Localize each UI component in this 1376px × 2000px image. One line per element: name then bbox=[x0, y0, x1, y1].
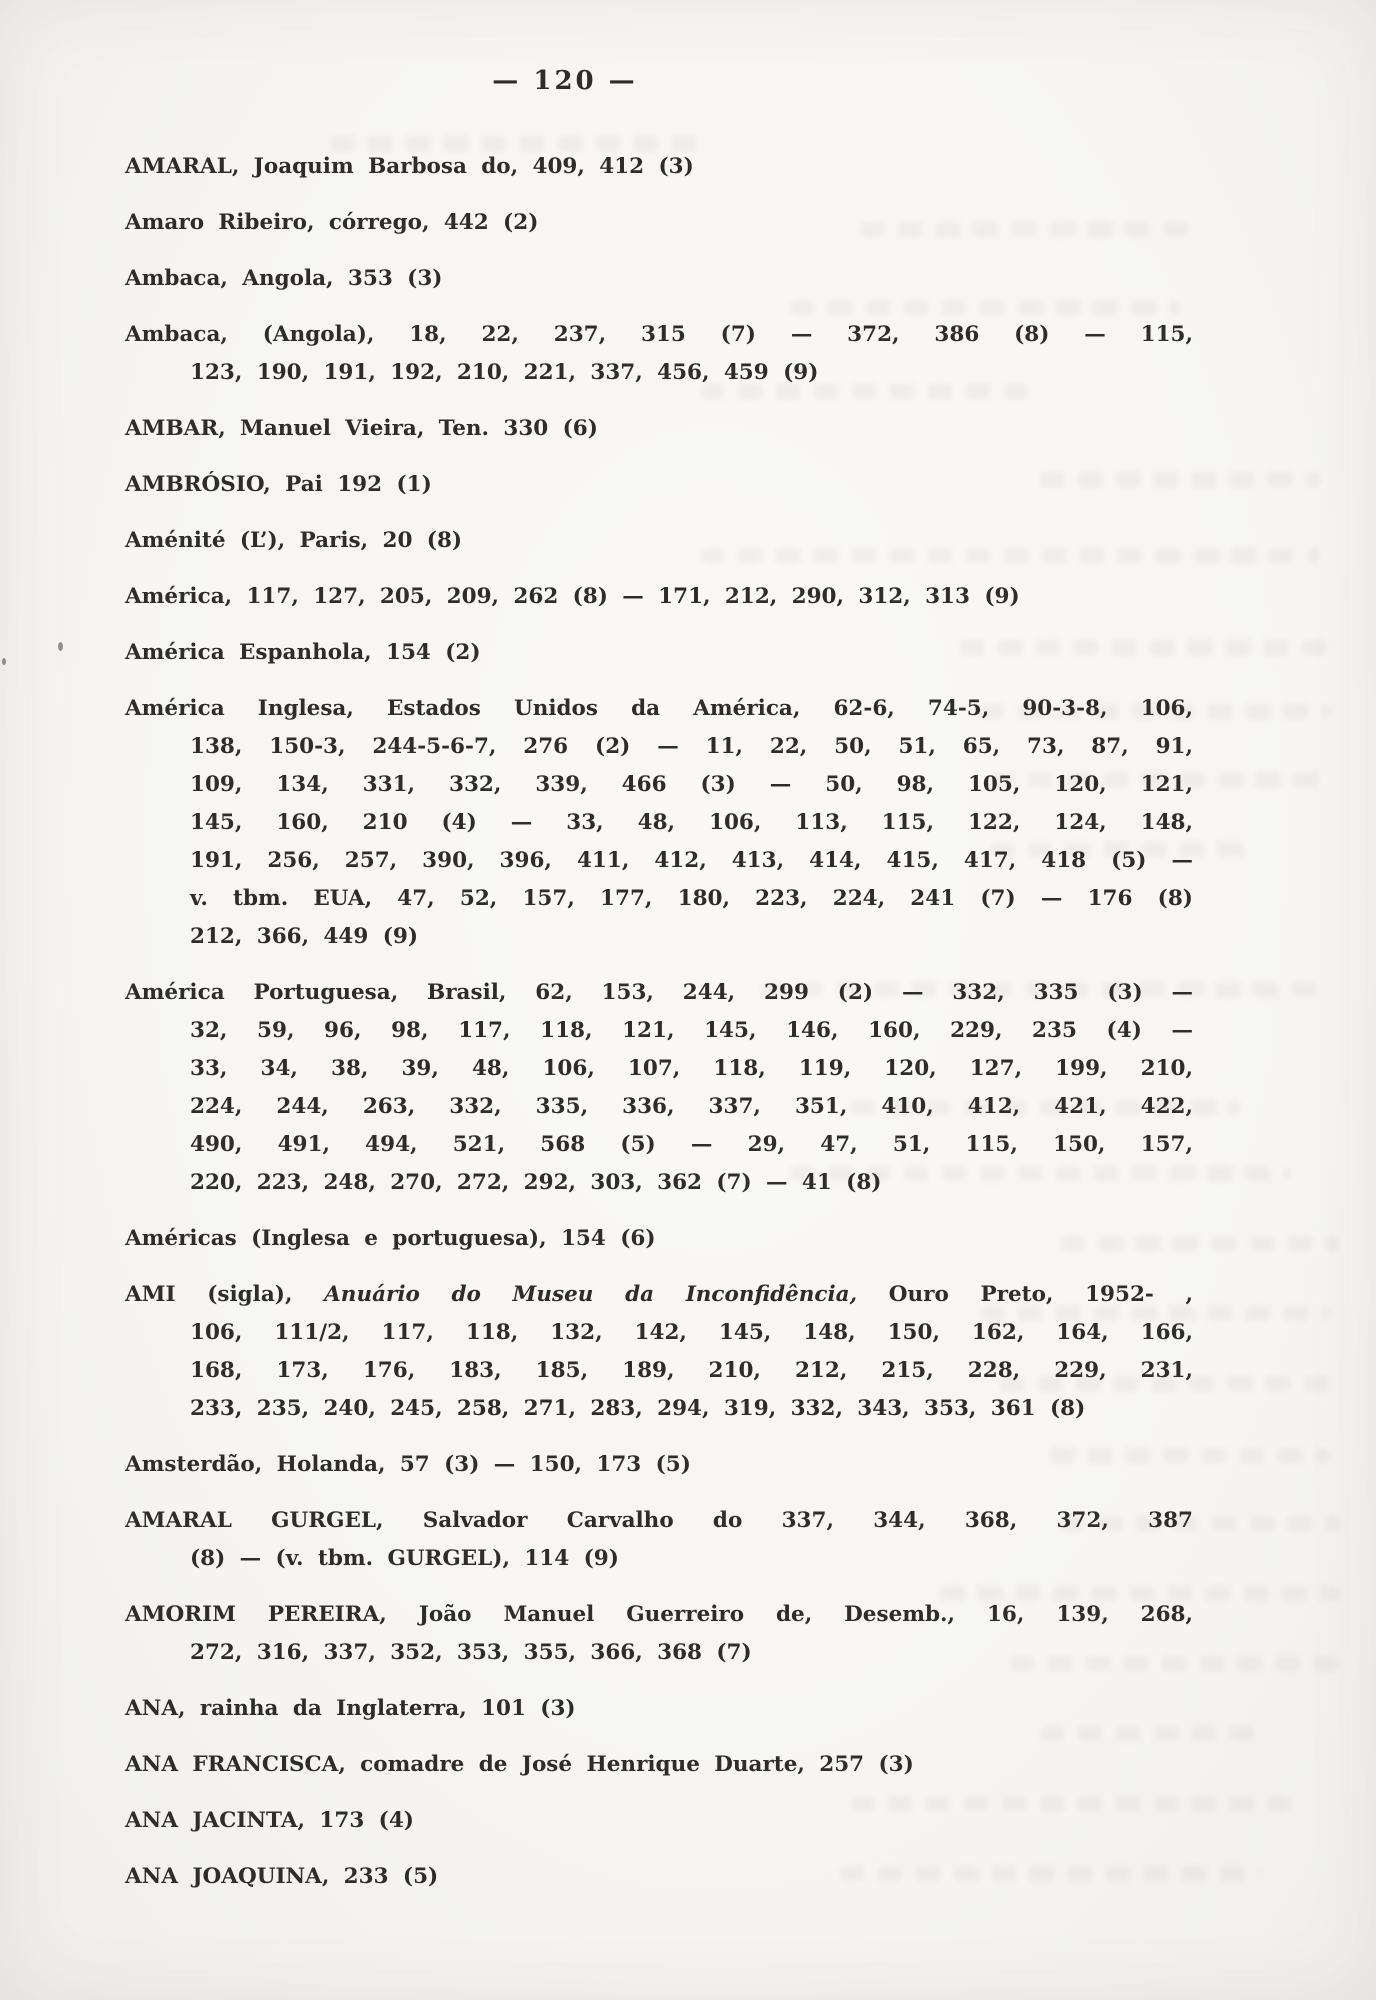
index-entry bbox=[125, 1746, 1193, 1784]
entry-text: ANA, rainha da Inglaterra, 101 (3) bbox=[125, 1696, 576, 1721]
ink-speck bbox=[58, 642, 63, 651]
index-entry bbox=[125, 204, 1193, 242]
entry-first-line bbox=[125, 1690, 1193, 1728]
entry-continuation-line bbox=[125, 842, 1193, 880]
entry-continuation-line bbox=[125, 880, 1193, 918]
entry-continuation-line bbox=[125, 804, 1193, 842]
entry-text: (8) — (v. tbm. GURGEL), 114 (9) bbox=[190, 1546, 619, 1571]
entry-first-line bbox=[125, 1502, 1193, 1540]
entry-continuation-line bbox=[125, 766, 1193, 804]
index-entry bbox=[125, 1446, 1193, 1484]
entry-text: 212, 366, 449 (9) bbox=[190, 924, 419, 949]
entry-continuation-line bbox=[125, 1390, 1193, 1428]
index-entry bbox=[125, 1690, 1193, 1728]
entry-continuation-line bbox=[125, 1164, 1193, 1202]
entry-text: ANA JACINTA, 173 (4) bbox=[125, 1808, 414, 1833]
entry-text: 106, 111/2, 117, 118, 132, 142, 145, 148, 150, 162, 164, 166, bbox=[190, 1320, 1193, 1345]
entry-first-line bbox=[125, 1276, 1193, 1314]
entry-first-line bbox=[125, 522, 1193, 560]
entry-text: 33, 34, 38, 39, 48, 106, 107, 118, 119, 120, 127, 199, 210, bbox=[190, 1056, 1193, 1081]
index-entry bbox=[125, 522, 1193, 560]
index-entry bbox=[125, 148, 1193, 186]
entry-first-line bbox=[125, 204, 1193, 242]
entry-continuation-line bbox=[125, 1012, 1193, 1050]
entry-continuation-line bbox=[125, 354, 1193, 392]
index-entry bbox=[125, 410, 1193, 448]
entry-text: AMBRÓSIO, Pai 192 (1) bbox=[125, 472, 432, 497]
entry-continuation-line bbox=[125, 1126, 1193, 1164]
entry-text: América Inglesa, Estados Unidos da América, 62-6, 74-5, 90-3-8, 106, bbox=[125, 696, 1193, 721]
entry-text: 490, 491, 494, 521, 568 (5) — 29, 47, 51, 115, 150, 157, bbox=[190, 1132, 1193, 1157]
entry-text: 32, 59, 96, 98, 117, 118, 121, 145, 146, 160, 229, 235 (4) — bbox=[190, 1018, 1193, 1043]
entry-text: 220, 223, 248, 270, 272, 292, 303, 362 (7) — 41 (8) bbox=[190, 1170, 882, 1195]
entry-continuation-line bbox=[125, 918, 1193, 956]
entry-first-line bbox=[125, 1446, 1193, 1484]
entry-text: 191, 256, 257, 390, 396, 411, 412, 413, 414, 415, 417, 418 (5) — bbox=[190, 848, 1193, 873]
entry-text: Ouro Preto, 1952- , bbox=[857, 1282, 1193, 1307]
entry-text: Amaro Ribeiro, córrego, 442 (2) bbox=[125, 210, 539, 235]
entry-text: Aménité (L’), Paris, 20 (8) bbox=[125, 528, 463, 553]
entry-text: 138, 150-3, 244-5-6-7, 276 (2) — 11, 22, 50, 51, 65, 73, 87, 91, bbox=[190, 734, 1193, 759]
index-entry bbox=[125, 1802, 1193, 1840]
entry-text: 145, 160, 210 (4) — 33, 48, 106, 113, 115, 122, 124, 148, bbox=[190, 810, 1193, 835]
entry-text: América, 117, 127, 205, 209, 262 (8) — 171, 212, 290, 312, 313 (9) bbox=[125, 584, 1020, 609]
entry-first-line bbox=[125, 690, 1193, 728]
entry-text: ANA JOAQUINA, 233 (5) bbox=[125, 1864, 439, 1889]
entry-text: 109, 134, 331, 332, 339, 466 (3) — 50, 98, 105, 120, 121, bbox=[190, 772, 1193, 797]
index-entries bbox=[125, 148, 1193, 1914]
ink-speck bbox=[2, 658, 6, 665]
entry-text: 224, 244, 263, 332, 335, 336, 337, 351, 410, 412, 421, 422, bbox=[190, 1094, 1193, 1119]
index-entry bbox=[125, 974, 1193, 1202]
index-entry bbox=[125, 260, 1193, 298]
entry-text: v. tbm. EUA, 47, 52, 157, 177, 180, 223, 224, 241 (7) — 176 (8) bbox=[190, 886, 1193, 911]
entry-first-line bbox=[125, 1802, 1193, 1840]
entry-text: 272, 316, 337, 352, 353, 355, 366, 368 (7) bbox=[190, 1640, 752, 1665]
entry-first-line bbox=[125, 1858, 1193, 1896]
entry-first-line bbox=[125, 260, 1193, 298]
entry-text: Américas (Inglesa e portuguesa), 154 (6) bbox=[125, 1226, 656, 1251]
entry-text: Amsterdão, Holanda, 57 (3) — 150, 173 (5) bbox=[125, 1452, 691, 1477]
index-entry bbox=[125, 1596, 1193, 1672]
entry-text: 233, 235, 240, 245, 258, 271, 283, 294, 319, 332, 343, 353, 361 (8) bbox=[190, 1396, 1086, 1421]
entry-text: Ambaca, Angola, 353 (3) bbox=[125, 266, 443, 291]
entry-continuation-line bbox=[125, 1314, 1193, 1352]
index-entry bbox=[125, 466, 1193, 504]
entry-text: 123, 190, 191, 192, 210, 221, 337, 456, 459 (9) bbox=[190, 360, 819, 385]
index-entry bbox=[125, 1220, 1193, 1258]
index-entry bbox=[125, 316, 1193, 392]
entry-text: AMARAL GURGEL, Salvador Carvalho do 337, 344, 368, 372, 387 bbox=[125, 1508, 1193, 1533]
entry-first-line bbox=[125, 1596, 1193, 1634]
index-entry bbox=[125, 1858, 1193, 1896]
entry-first-line bbox=[125, 1220, 1193, 1258]
entry-first-line bbox=[125, 466, 1193, 504]
entry-first-line bbox=[125, 1746, 1193, 1784]
entry-text: Ambaca, (Angola), 18, 22, 237, 315 (7) — 372, 386 (8) — 115, bbox=[125, 322, 1193, 347]
index-entry bbox=[125, 1276, 1193, 1428]
entry-text: América Portuguesa, Brasil, 62, 153, 244, 299 (2) — 332, 335 (3) — bbox=[125, 980, 1193, 1005]
index-entry bbox=[125, 1502, 1193, 1578]
entry-continuation-line bbox=[125, 1634, 1193, 1672]
entry-continuation-line bbox=[125, 1352, 1193, 1390]
entry-text: AMI (sigla), bbox=[125, 1282, 325, 1307]
entry-text: AMARAL, Joaquim Barbosa do, 409, 412 (3) bbox=[125, 154, 694, 179]
entry-first-line bbox=[125, 578, 1193, 616]
entry-first-line bbox=[125, 634, 1193, 672]
index-entry bbox=[125, 634, 1193, 672]
entry-text: 168, 173, 176, 183, 185, 189, 210, 212, 215, 228, 229, 231, bbox=[190, 1358, 1193, 1383]
entry-first-line bbox=[125, 410, 1193, 448]
entry-text: ANA FRANCISCA, comadre de José Henrique Duarte, 257 (3) bbox=[125, 1752, 914, 1777]
entry-continuation-line bbox=[125, 728, 1193, 766]
entry-text: AMBAR, Manuel Vieira, Ten. 330 (6) bbox=[125, 416, 598, 441]
entry-text: América Espanhola, 154 (2) bbox=[125, 640, 481, 665]
index-entry bbox=[125, 578, 1193, 616]
entry-text: AMORIM PEREIRA, João Manuel Guerreiro de, Desemb., 16, 139, 268, bbox=[125, 1602, 1193, 1627]
entry-first-line bbox=[125, 974, 1193, 1012]
entry-first-line bbox=[125, 316, 1193, 354]
entry-continuation-line bbox=[125, 1050, 1193, 1088]
entry-continuation-line bbox=[125, 1540, 1193, 1578]
page-number: — 120 — bbox=[492, 66, 638, 96]
entry-first-line bbox=[125, 148, 1193, 186]
index-entry bbox=[125, 690, 1193, 956]
entry-continuation-line bbox=[125, 1088, 1193, 1126]
entry-title-italic: Anuário do Museu da Inconfidência, bbox=[324, 1282, 858, 1307]
